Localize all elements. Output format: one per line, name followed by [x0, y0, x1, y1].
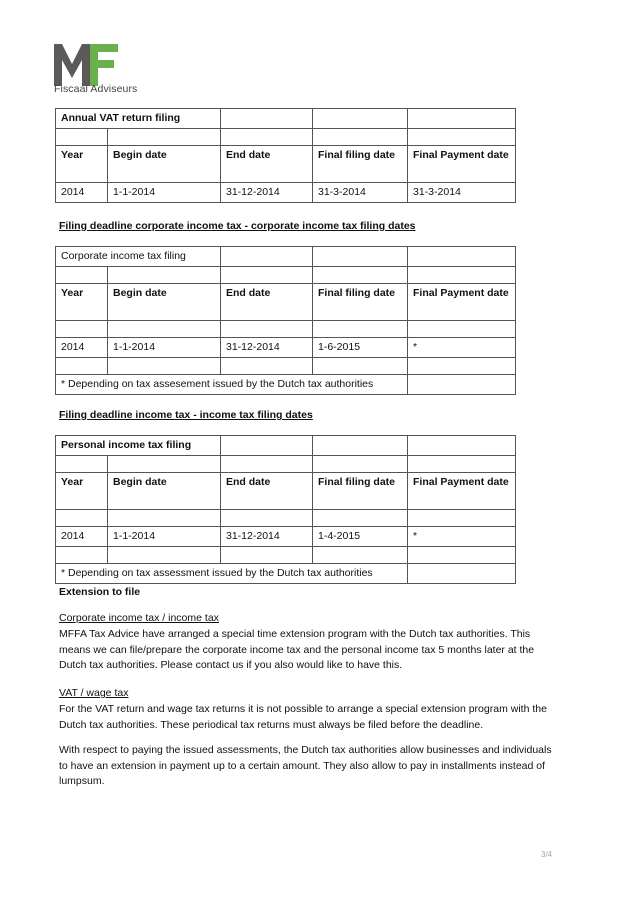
- table-cell: 31-3-2014: [313, 183, 408, 203]
- text-line: Dutch tax authorities. Please contact us if you also would like to have this.: [59, 659, 403, 671]
- table-cell: 2014: [56, 183, 108, 203]
- corporate-section-heading: Filing deadline corporate income tax - corporate income tax filing dates: [59, 220, 416, 232]
- column-header: End date: [221, 284, 313, 321]
- text-line: For the VAT return and wage tax returns it is not possible to arrange a special extension program with the: [59, 703, 547, 715]
- column-header: Begin date: [108, 473, 221, 510]
- column-header: Year: [56, 146, 108, 183]
- table-cell: 1-6-2015: [313, 338, 408, 358]
- table-cell: 1-1-2014: [108, 338, 221, 358]
- table-cell: 1-1-2014: [108, 527, 221, 547]
- income-filing-table: [55, 435, 516, 584]
- column-header: Final Payment date: [408, 473, 516, 510]
- table-cell: 31-12-2014: [221, 527, 313, 547]
- column-header: Final Payment date: [408, 146, 516, 183]
- table-cell: *: [408, 338, 516, 358]
- payment-extension-text: [59, 743, 579, 790]
- column-header: Begin date: [108, 146, 221, 183]
- column-header: End date: [221, 473, 313, 510]
- corporate-filing-table: [55, 246, 516, 395]
- extension-heading: Extension to file: [59, 586, 141, 598]
- vat-extension-text: [59, 702, 579, 733]
- text-line: Dutch tax authorities. These periodical tax returns must always be filed before the deadline.: [59, 718, 484, 731]
- table-cell: 31-12-2014: [221, 183, 313, 203]
- table-cell: 31-12-2014: [221, 338, 313, 358]
- vat-extension-subheading: VAT / wage tax: [59, 687, 129, 699]
- corporate-extension-text: [59, 627, 579, 674]
- table-footnote: * Depending on tax assessment issued by the Dutch tax authorities: [56, 564, 408, 584]
- income-section-heading: Filing deadline income tax - income tax filing dates: [59, 409, 313, 421]
- page-number: 3/4: [541, 850, 553, 859]
- column-header: Final filing date: [313, 146, 408, 183]
- column-header: Year: [56, 473, 108, 510]
- table-cell: 2014: [56, 527, 108, 547]
- column-header: Year: [56, 284, 108, 321]
- table-title: Corporate income tax filing: [56, 247, 221, 267]
- table-title: Annual VAT return filing: [56, 109, 221, 129]
- corporate-extension-subheading: Corporate income tax / income tax: [59, 612, 219, 624]
- table-cell: 2014: [56, 338, 108, 358]
- text-line: MFFA Tax Advice have arranged a special time extension program with the Dutch tax authorities. This: [59, 628, 531, 640]
- table-cell: *: [408, 527, 516, 547]
- table-cell: 31-3-2014: [408, 183, 516, 203]
- column-header: Final filing date: [313, 284, 408, 321]
- table-footnote: * Depending on tax assesement issued by the Dutch tax authorities: [56, 375, 408, 395]
- text-line: means we can file/prepare the corporate income tax and the personal income tax 5 months later at the: [59, 643, 535, 656]
- text-line: With respect to paying the issued assessments, the Dutch tax authorities allow businesses and individuals: [59, 744, 552, 756]
- column-header: End date: [221, 146, 313, 183]
- table-cell: 1-1-2014: [108, 183, 221, 203]
- table-cell: 1-4-2015: [313, 527, 408, 547]
- column-header: Begin date: [108, 284, 221, 321]
- table-title: Personal income tax filing: [56, 436, 221, 456]
- text-line: to have an extension in payment up to a certain amount. They also allow to pay in installments instead of: [59, 759, 546, 772]
- column-header: Final filing date: [313, 473, 408, 510]
- logo-subtitle: Fiscaal Adviseurs: [54, 83, 138, 95]
- column-header: Final Payment date: [408, 284, 516, 321]
- text-line: lumpsum.: [59, 775, 105, 787]
- vat-filing-table: [55, 108, 516, 203]
